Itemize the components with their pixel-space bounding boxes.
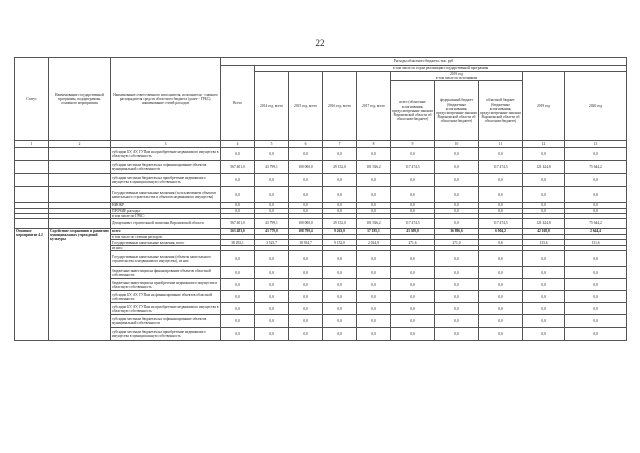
row-value: 0,0 — [357, 303, 391, 315]
program-cell — [49, 148, 111, 161]
header-sub-title: в том числе по годам реализации государственной программы — [255, 66, 627, 72]
column-number: 3 — [111, 141, 221, 148]
row-value: 43 779,0 — [255, 229, 289, 235]
row-value: 0,0 — [565, 174, 627, 187]
row-value: 0,0 — [221, 187, 255, 203]
row-label: субсидии местным бюджетам на софинансирование объектов муниципальной собственности — [111, 161, 221, 174]
row-value: 0,0 — [565, 208, 627, 213]
row-value: 0,0 — [323, 279, 357, 291]
row-value: 38 292,1 — [221, 240, 255, 246]
row-label: бюджетные инвестиции на приобретение недвижимого имущества в областную собственность — [111, 279, 221, 291]
row-value: 0,0 — [479, 208, 523, 213]
row-label: Государственные капитальные вложения (объекты капитального строительства и недвижимого имущества), из них — [111, 251, 221, 267]
row-value: 0,0 — [435, 279, 479, 291]
row-value: 0,0 — [435, 267, 479, 279]
row-value: 0,0 — [255, 315, 289, 328]
row-value: 0,0 — [255, 187, 289, 203]
row-value: 0,0 — [479, 291, 523, 303]
program-cell — [49, 219, 111, 229]
row-label: в том числе по ГРБС: — [111, 213, 221, 218]
row-value: 0,0 — [289, 174, 323, 187]
row-value: 0,0 — [357, 315, 391, 328]
row-value: 0,0 — [565, 148, 627, 161]
row-value: 0,0 — [289, 148, 323, 161]
header-program-name: Наименование государственной программы, подпрограммы, основного мероприятия — [49, 58, 111, 141]
program-cell — [49, 161, 111, 174]
budget-sheet — [14, 57, 626, 341]
row-value: 75 644,2 — [565, 161, 627, 174]
row-value: 0,0 — [255, 148, 289, 161]
row-value: 6 904,2 — [479, 229, 523, 235]
row-value: 0,0 — [323, 267, 357, 279]
program-cell — [49, 174, 111, 187]
header-total: Всего — [221, 66, 255, 141]
column-number: 4 — [221, 141, 255, 148]
row-value: 0,0 — [255, 303, 289, 315]
row-value: 0,0 — [357, 148, 391, 161]
row-value: 0,0 — [435, 291, 479, 303]
row-value: 0,0 — [289, 187, 323, 203]
row-value: 0,0 — [391, 315, 435, 328]
row-value: 0,0 — [435, 251, 479, 267]
row-value: 0,0 — [323, 203, 357, 208]
header-2014: 2014 год, всего — [255, 72, 289, 141]
row-value: 0,0 — [357, 187, 391, 203]
header-incl-sources: в том числе по источникам — [435, 76, 478, 81]
row-value: 9 152,0 — [323, 240, 357, 246]
header-federal: федеральный бюджет (бюджетные ассигнования, предусмотренные законом Воронежской области об областном бюджете) — [435, 81, 479, 141]
row-value: 0,0 — [435, 303, 479, 315]
row-value: 0,0 — [565, 187, 627, 203]
row-value: 0,0 — [255, 174, 289, 187]
column-number: 2 — [49, 141, 111, 148]
status-cell — [15, 187, 49, 203]
row-value: 117 474,5 — [479, 219, 523, 229]
row-value: 0,0 — [289, 203, 323, 208]
row-label: НИОКР — [111, 203, 221, 208]
header-2015: 2015 год, всего — [289, 72, 323, 141]
row-value: 0,0 — [523, 148, 565, 161]
row-value: 0,0 — [289, 315, 323, 328]
row-value: 0,0 — [289, 303, 323, 315]
row-value: 0,0 — [565, 203, 627, 208]
row-value: 117 474,5 — [391, 219, 435, 229]
row-value: 0,0 — [289, 328, 323, 341]
row-value: 0,0 — [435, 315, 479, 328]
row-value: 43 309,8 — [391, 229, 435, 235]
row-label: Государственные капитальные вложения (за исключением объектов капитального строительства и объектов недвижимого имущества) — [111, 187, 221, 203]
header-executor: Наименование ответственного исполнителя, исполнителя - главного распорядителя средств областного бюджета (далее - ГРБС), наименование статей расходов — [111, 58, 221, 141]
row-value: 0,0 — [435, 148, 479, 161]
row-value: 0,0 — [391, 303, 435, 315]
column-number: 10 — [435, 141, 479, 148]
row-value: 75 644,2 — [565, 219, 627, 229]
row-value: 0,0 — [221, 315, 255, 328]
row-value: 0,0 — [221, 279, 255, 291]
row-value: 0,0 — [289, 208, 323, 213]
status-cell — [15, 174, 49, 187]
row-value: 0,0 — [221, 267, 255, 279]
row-value: 0,0 — [323, 208, 357, 213]
row-value: 567 401,0 — [221, 219, 255, 229]
row-value: 0,0 — [391, 208, 435, 213]
row-label: субсидии БУ, АУ, ГУПам на финансирование объектов областной собственности — [111, 291, 221, 303]
row-value: 0,6 — [479, 240, 523, 246]
status-cell — [15, 219, 49, 229]
row-value: 121 424,8 — [523, 219, 565, 229]
main-event-status: Основное мероприятие 4.2 — [15, 229, 49, 341]
row-value: 2 024,9 — [357, 240, 391, 246]
row-value: 0,0 — [479, 328, 523, 341]
row-label: субсидии местным бюджетам на приобретение недвижимого имущества в муниципальную собственность — [111, 328, 221, 341]
row-value: 0,0 — [435, 174, 479, 187]
column-number: 1 — [15, 141, 49, 148]
row-value: 0,0 — [357, 267, 391, 279]
table-row — [15, 219, 627, 229]
row-value: 117 474,5 — [391, 161, 435, 174]
header-2019-group — [391, 72, 523, 81]
program-cell — [49, 187, 111, 203]
column-number: 13 — [565, 141, 627, 148]
row-value: 0,0 — [479, 203, 523, 208]
row-value: 0,0 — [289, 267, 323, 279]
row-value: 0,0 — [357, 203, 391, 208]
row-value: 29 152,0 — [323, 219, 357, 229]
row-value: 0,0 — [565, 251, 627, 267]
table-row — [15, 187, 627, 203]
row-value: 0,0 — [255, 251, 289, 267]
row-value: 0,0 — [391, 174, 435, 187]
header-regional: областной бюджет (бюджетные ассигнования, предусмотренные законом Воронежской области об областном бюджете) — [479, 81, 523, 141]
row-value: 0,0 — [323, 328, 357, 341]
row-value: 0,0 — [391, 251, 435, 267]
row-value: 0,0 — [323, 291, 357, 303]
row-label: бюджетные инвестиции на финансирование объектов областной собственности — [111, 267, 221, 279]
row-value: 0,0 — [435, 208, 479, 213]
row-value: 0,0 — [435, 328, 479, 341]
row-value: 0,0 — [357, 251, 391, 267]
row-value: 0,0 — [523, 187, 565, 203]
header-2016: 2016 год, всего — [323, 72, 357, 141]
row-label: в том числе по статьям расходов: — [111, 235, 221, 240]
row-value: 0,0 — [391, 279, 435, 291]
row-value: 18 934,7 — [289, 240, 323, 246]
row-value: 36 896,6 — [435, 229, 479, 235]
row-value: 0,0 — [523, 267, 565, 279]
row-value: 0,0 — [221, 303, 255, 315]
row-value: 0,0 — [357, 208, 391, 213]
header-status: Статус — [15, 58, 49, 141]
row-value: 0,0 — [435, 219, 479, 229]
row-label: субсидии БУ, АУ, ГУПам на приобретение недвижимого имущества в областную собственность — [111, 148, 221, 161]
row-value: 0,0 — [523, 328, 565, 341]
row-value: 0,0 — [221, 291, 255, 303]
row-value: 0,0 — [479, 267, 523, 279]
row-value: 0,0 — [323, 303, 357, 315]
row-value: 271,6 — [391, 240, 435, 246]
column-number: 7 — [323, 141, 357, 148]
status-cell — [15, 161, 49, 174]
table-row — [15, 148, 627, 161]
row-value: 0,0 — [221, 208, 255, 213]
row-value: 0,0 — [565, 279, 627, 291]
row-value: 0,0 — [255, 279, 289, 291]
row-value: 43 799,1 — [255, 161, 289, 174]
table-row — [15, 161, 627, 174]
row-value: 0,0 — [523, 203, 565, 208]
column-number: 9 — [391, 141, 435, 148]
column-number: 12 — [523, 141, 565, 148]
row-value: 101 926,2 — [357, 161, 391, 174]
row-value: 2 644,4 — [565, 229, 627, 235]
row-value: 0,0 — [523, 315, 565, 328]
row-value: 0,0 — [289, 279, 323, 291]
row-value: 0,0 — [523, 251, 565, 267]
table-row — [15, 174, 627, 187]
row-value: 567 401,0 — [221, 161, 255, 174]
column-number-row — [15, 141, 627, 148]
row-value: 0,0 — [357, 291, 391, 303]
row-value: 0,0 — [289, 291, 323, 303]
row-value: 0,0 — [255, 203, 289, 208]
budget-table — [14, 57, 627, 341]
row-value: 0,0 — [479, 251, 523, 267]
row-value: 3 525,7 — [255, 240, 289, 246]
row-value: 0,0 — [523, 208, 565, 213]
row-value: 0,0 — [391, 328, 435, 341]
status-cell — [15, 148, 49, 161]
column-number: 5 — [255, 141, 289, 148]
row-label: всего — [111, 229, 221, 235]
row-value: 0,0 — [323, 148, 357, 161]
row-value: 100 000,0 — [289, 219, 323, 229]
row-value: 0,0 — [523, 291, 565, 303]
row-value: 9 263,0 — [323, 229, 357, 235]
row-value: 271,0 — [435, 240, 479, 246]
row-value: 0,0 — [221, 174, 255, 187]
row-value: 0,0 — [255, 267, 289, 279]
row-value: 0,0 — [221, 251, 255, 267]
row-value: 0,0 — [565, 315, 627, 328]
row-label: субсидии БУ, АУ, ГУПам на приобретение недвижимого имущества в областную собственность — [111, 303, 221, 315]
row-value: 0,0 — [435, 203, 479, 208]
row-label: субсидии местным бюджетам на приобретение недвижимого имущества в муниципальную собственность — [111, 174, 221, 187]
row-value: 0,0 — [479, 315, 523, 328]
row-value: 133,6 — [523, 240, 565, 246]
row-value: 0,0 — [565, 291, 627, 303]
row-value: 0,0 — [357, 174, 391, 187]
header-2019: 2019 год — [523, 72, 565, 141]
row-value: 0,0 — [565, 267, 627, 279]
row-value: 131,6 — [565, 240, 627, 246]
row-value: 0,0 — [435, 187, 479, 203]
column-number: 8 — [357, 141, 391, 148]
header-2019-total: всего (областные ассигнования, предусмотренные законом Воронежской области об областном бюджете) — [391, 81, 435, 141]
row-value: 57 185,1 — [357, 229, 391, 235]
row-value: 0,0 — [523, 279, 565, 291]
row-value: 0,0 — [523, 303, 565, 315]
row-label: Департамент строительной политики Воронежской области — [111, 219, 221, 229]
column-number: 6 — [289, 141, 323, 148]
row-value: 0,0 — [391, 148, 435, 161]
row-value: 0,0 — [323, 315, 357, 328]
row-value: 29 152,0 — [323, 161, 357, 174]
row-value: 100 000,0 — [289, 161, 323, 174]
row-value: 0,0 — [479, 279, 523, 291]
header-2019-label: 2019 год — [450, 72, 463, 76]
row-value: 0,0 — [479, 303, 523, 315]
row-value: 0,0 — [255, 291, 289, 303]
row-value: 0,0 — [479, 148, 523, 161]
row-value: 0,0 — [323, 251, 357, 267]
row-value: 0,0 — [221, 148, 255, 161]
row-value: 0,0 — [565, 303, 627, 315]
row-label: ПРОЧИЕ расходы — [111, 208, 221, 213]
row-value: 101 926,2 — [357, 219, 391, 229]
row-value: 0,0 — [479, 187, 523, 203]
header-2020: 2020 год — [565, 72, 627, 141]
row-value: 0,0 — [565, 328, 627, 341]
row-value: 0,0 — [357, 279, 391, 291]
row-value: 0,0 — [435, 161, 479, 174]
row-value: 0,0 — [221, 328, 255, 341]
row-value: 0,0 — [391, 267, 435, 279]
page-number: 22 — [315, 38, 325, 48]
row-value: 43 799,1 — [255, 219, 289, 229]
row-value: 0,0 — [391, 187, 435, 203]
row-value: 0,0 — [391, 291, 435, 303]
column-number: 11 — [479, 141, 523, 148]
row-value: 0,0 — [323, 187, 357, 203]
row-value: 0,0 — [523, 174, 565, 187]
row-value: 0,0 — [391, 203, 435, 208]
row-value: 42 168,8 — [523, 229, 565, 235]
row-value: 0,0 — [323, 174, 357, 187]
row-value: 0,0 — [357, 328, 391, 341]
row-value: 0,0 — [255, 328, 289, 341]
row-label: Государственные капитальные вложения, всего — [111, 240, 221, 246]
header-expenses-title: Расходы областного бюджета, тыс. руб — [221, 58, 627, 66]
row-value: 108 799,4 — [289, 229, 323, 235]
row-value: 0,0 — [255, 208, 289, 213]
row-value: 0,0 — [221, 203, 255, 208]
main-event-name: Содействие сохранению и развитию муниципальных учреждений культуры — [49, 229, 111, 341]
header-2017: 2017 год, всего — [357, 72, 391, 141]
row-value: 0,0 — [479, 174, 523, 187]
row-label: из них: — [111, 246, 221, 251]
row-value: 121 424,8 — [523, 161, 565, 174]
row-value: 117 474,5 — [479, 161, 523, 174]
row-value: 563 483,0 — [221, 229, 255, 235]
row-label: субсидии местным бюджетам на софинансирование объектов муниципальной собственности — [111, 315, 221, 328]
row-value: 0,0 — [289, 251, 323, 267]
